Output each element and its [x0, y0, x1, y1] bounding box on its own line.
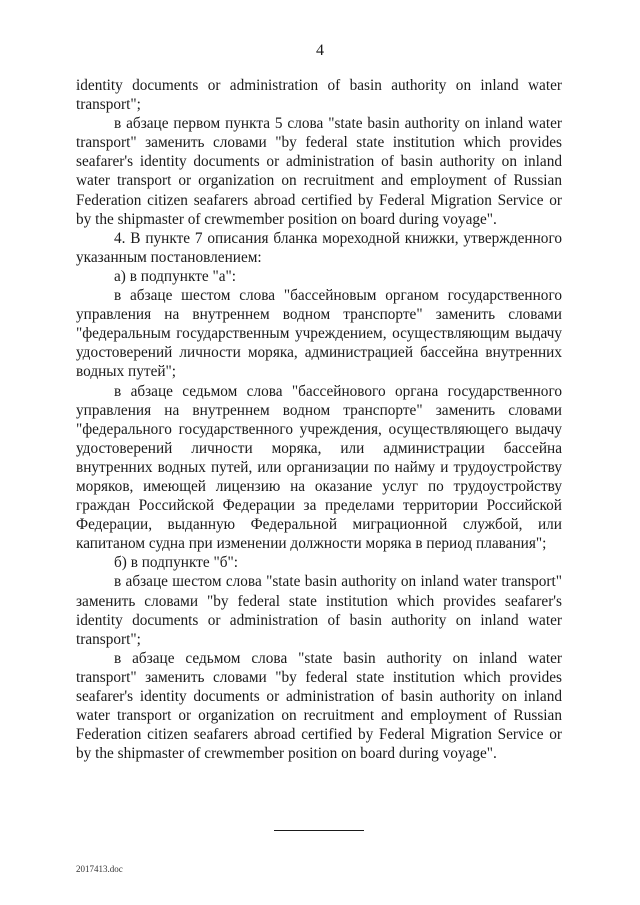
paragraph-4: а) в подпункте "а":	[114, 267, 237, 285]
page-number: 4	[316, 42, 324, 59]
paragraph-7: б) в подпункте "б":	[114, 554, 238, 572]
paragraph-5: в абзаце шестом слова "бассейновым органом государственного управления на внутреннем водном транспорте" заменить словами "федеральным государственным учреждением, осуществляющим выдачу удостоверений личности моряка, администрацией бассейна внутренних водных путей";	[76, 287, 562, 381]
paragraph-1: identity documents or administration of basin authority on inland water transport";	[76, 77, 562, 114]
footer-doc-name: 2017413.doc	[76, 864, 123, 874]
paragraph-8: в абзаце шестом слова "state basin authority on inland water transport" заменить словами "by federal state institution which provides seafarer's identity documents or administration of basin authority on inland water transport";	[76, 573, 562, 648]
paragraph-2: в абзаце первом пункта 5 слова "state basin authority on inland water transport" заменить словами "by federal state institution which provides seafarer's identity documents or administration of basin authority on inland water transport or organization on recruitment and employment of Russian Federation citizen seafarers abroad certified by Federal Migration Service or by the shipmaster of crewmember position on board during voyage".	[76, 115, 562, 228]
end-divider	[274, 830, 364, 831]
document-body	[76, 76, 562, 763]
paragraph-6: в абзаце седьмом слова "бассейнового органа государственного управления на внутреннем водном транспорте" заменить словами "федерального государственного учреждения, осуществляющего выдачу удостоверений личности моряка, или администрации бассейна внутренних водных путей, или организации по найму и трудоустройству моряков, имеющей лицензию на оказание услуг по трудоустройству граждан Российской Федерации за пределами территории Российской Федерации, выданную Федеральной миграционной службой, или капитаном судна при изменении должности моряка в период плавания";	[76, 382, 562, 553]
paragraph-3: 4. В пункте 7 описания бланка мореходной книжки, утвержденного указанным постановлением:	[76, 229, 562, 266]
paragraph-9: в абзаце седьмом слова "state basin authority on inland water transport" заменить словами "by federal state institution which provides seafarer's identity documents or administration of basin authority on inland water transport or organization on recruitment and employment of Russian Federation citizen seafarers abroad certified by Federal Migration Service or by the shipmaster of crewmember position on board during voyage".	[76, 649, 562, 763]
